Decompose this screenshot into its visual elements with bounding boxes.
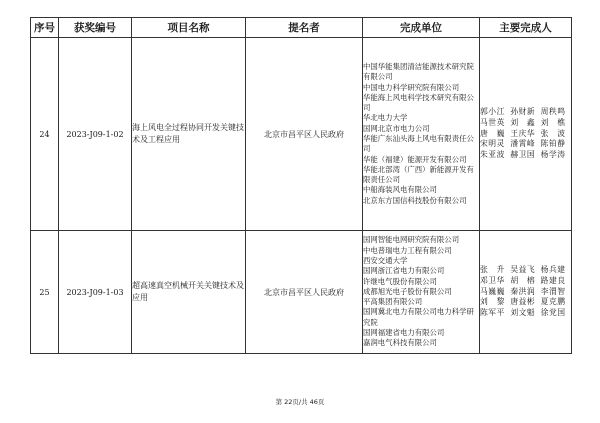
- header-serial-no: 序号: [31, 18, 59, 38]
- unit-item: 平高集团有限公司: [363, 297, 423, 307]
- cell-award-code: 2023-J09-1-02: [59, 38, 132, 231]
- awards-table: [30, 17, 572, 354]
- contributor-name: 朱亚波: [480, 150, 505, 160]
- unit-item: 许继电气股份有限公司: [363, 276, 437, 286]
- contributor-name: 刘 樵: [540, 117, 566, 127]
- contributor-name: 邓卫华: [480, 275, 505, 285]
- unit-item: 华能广东汕头海上风电有限责任公司: [363, 134, 474, 154]
- header-main-contributors: 主要完成人: [480, 18, 572, 38]
- contributor-name: 赫卫国: [510, 150, 536, 160]
- contributor-name: 潘霄峰: [510, 139, 536, 149]
- cell-serial-no: 24: [31, 38, 59, 231]
- contributor-name: 夏克鹏: [540, 297, 566, 307]
- contributor-name: 宋明灵: [480, 139, 505, 149]
- unit-item: 中国华能集团清洁能源技术研究院有限公司: [363, 61, 474, 82]
- cell-completing-units: [363, 231, 480, 354]
- contributor-name: 周秩鸣: [540, 107, 566, 117]
- contributors-grid: [480, 107, 571, 161]
- contributor-name: 陈军平: [480, 308, 505, 318]
- contributor-name: 刘 黎: [480, 297, 505, 307]
- contributor-name: 马巍巍: [480, 286, 505, 296]
- cell-project-name: 海上风电全过程协同开发关键技术及工程应用: [132, 38, 246, 231]
- table-row: [31, 231, 572, 354]
- cell-completing-units: [363, 38, 480, 231]
- unit-item: 国网北京市电力公司: [363, 123, 430, 133]
- cell-main-contributors: [480, 38, 572, 231]
- cell-serial-no: 25: [31, 231, 59, 354]
- contributors-grid: [480, 265, 571, 319]
- table-row: [31, 38, 572, 231]
- contributor-name: 李渭智: [540, 286, 566, 296]
- unit-item: 中电普瑞电力工程有限公司: [363, 245, 452, 255]
- cell-award-code: 2023-J09-1-03: [59, 231, 132, 354]
- unit-item: 成都旭光电子股份有限公司: [363, 286, 452, 296]
- unit-item: 华能海上风电科学技术研究有限公司: [363, 92, 474, 113]
- header-nominator: 提名者: [246, 18, 363, 38]
- unit-item: 嘉润电气科技有限公司: [363, 338, 437, 348]
- contributor-name: 杨兵建: [540, 265, 566, 275]
- contributor-name: 张 升: [480, 265, 505, 275]
- page-number: 第 22页/共 46页: [275, 398, 325, 406]
- units-list: [363, 235, 479, 348]
- contributor-name: 郭小江: [480, 107, 505, 117]
- unit-item: 华北电力大学: [363, 113, 408, 123]
- unit-item: 国网冀北电力有限公司电力科学研究院: [363, 307, 474, 327]
- unit-item: 国网福建省电力有限公司: [363, 328, 445, 338]
- contributor-name: 王庆华: [510, 128, 536, 138]
- unit-item: 华能北部湾（广西）新能源开发有限责任公司: [363, 164, 474, 185]
- cell-nominator: 北京市昌平区人民政府: [246, 231, 363, 354]
- contributor-name: 路建良: [540, 275, 566, 285]
- table-header-row: [31, 18, 572, 38]
- contributor-name: 胡 榕: [510, 275, 536, 285]
- unit-item: 国网浙江省电力有限公司: [363, 266, 445, 276]
- header-award-code: 获奖编号: [59, 18, 132, 38]
- contributor-name: 唐 巍: [480, 128, 505, 138]
- contributor-name: 马世英: [480, 117, 505, 127]
- header-project-name: 项目名称: [132, 18, 246, 38]
- unit-item: 中船海装风电有限公司: [363, 185, 437, 195]
- units-list: [363, 62, 479, 206]
- header-completing-units: 完成单位: [363, 18, 480, 38]
- contributor-name: 秦洪润: [510, 286, 536, 296]
- contributor-name: 孙财新: [510, 107, 536, 117]
- cell-main-contributors: [480, 231, 572, 354]
- unit-item: 华能（福建）能源开发有限公司: [363, 154, 467, 164]
- contributor-name: 陈铂静: [540, 139, 566, 149]
- contributor-name: 张 波: [540, 128, 566, 138]
- unit-item: 西安交通大学: [363, 255, 408, 265]
- contributor-name: 徐党国: [540, 308, 566, 318]
- cell-nominator: 北京市昌平区人民政府: [246, 38, 363, 231]
- contributor-name: 吴益飞: [510, 265, 536, 275]
- unit-item: 中国电力科学研究院有限公司: [363, 82, 460, 92]
- unit-item: 国网智能电网研究院有限公司: [363, 235, 460, 245]
- unit-item: 北京东方国信科技股份有限公司: [363, 195, 467, 205]
- contributor-name: 唐益彬: [510, 297, 536, 307]
- cell-project-name: 超高速真空机械开关关键技术及应用: [132, 231, 246, 354]
- contributor-name: 刘文魁: [510, 308, 536, 318]
- contributor-name: 刘 鑫: [510, 117, 536, 127]
- contributor-name: 杨学涛: [540, 150, 566, 160]
